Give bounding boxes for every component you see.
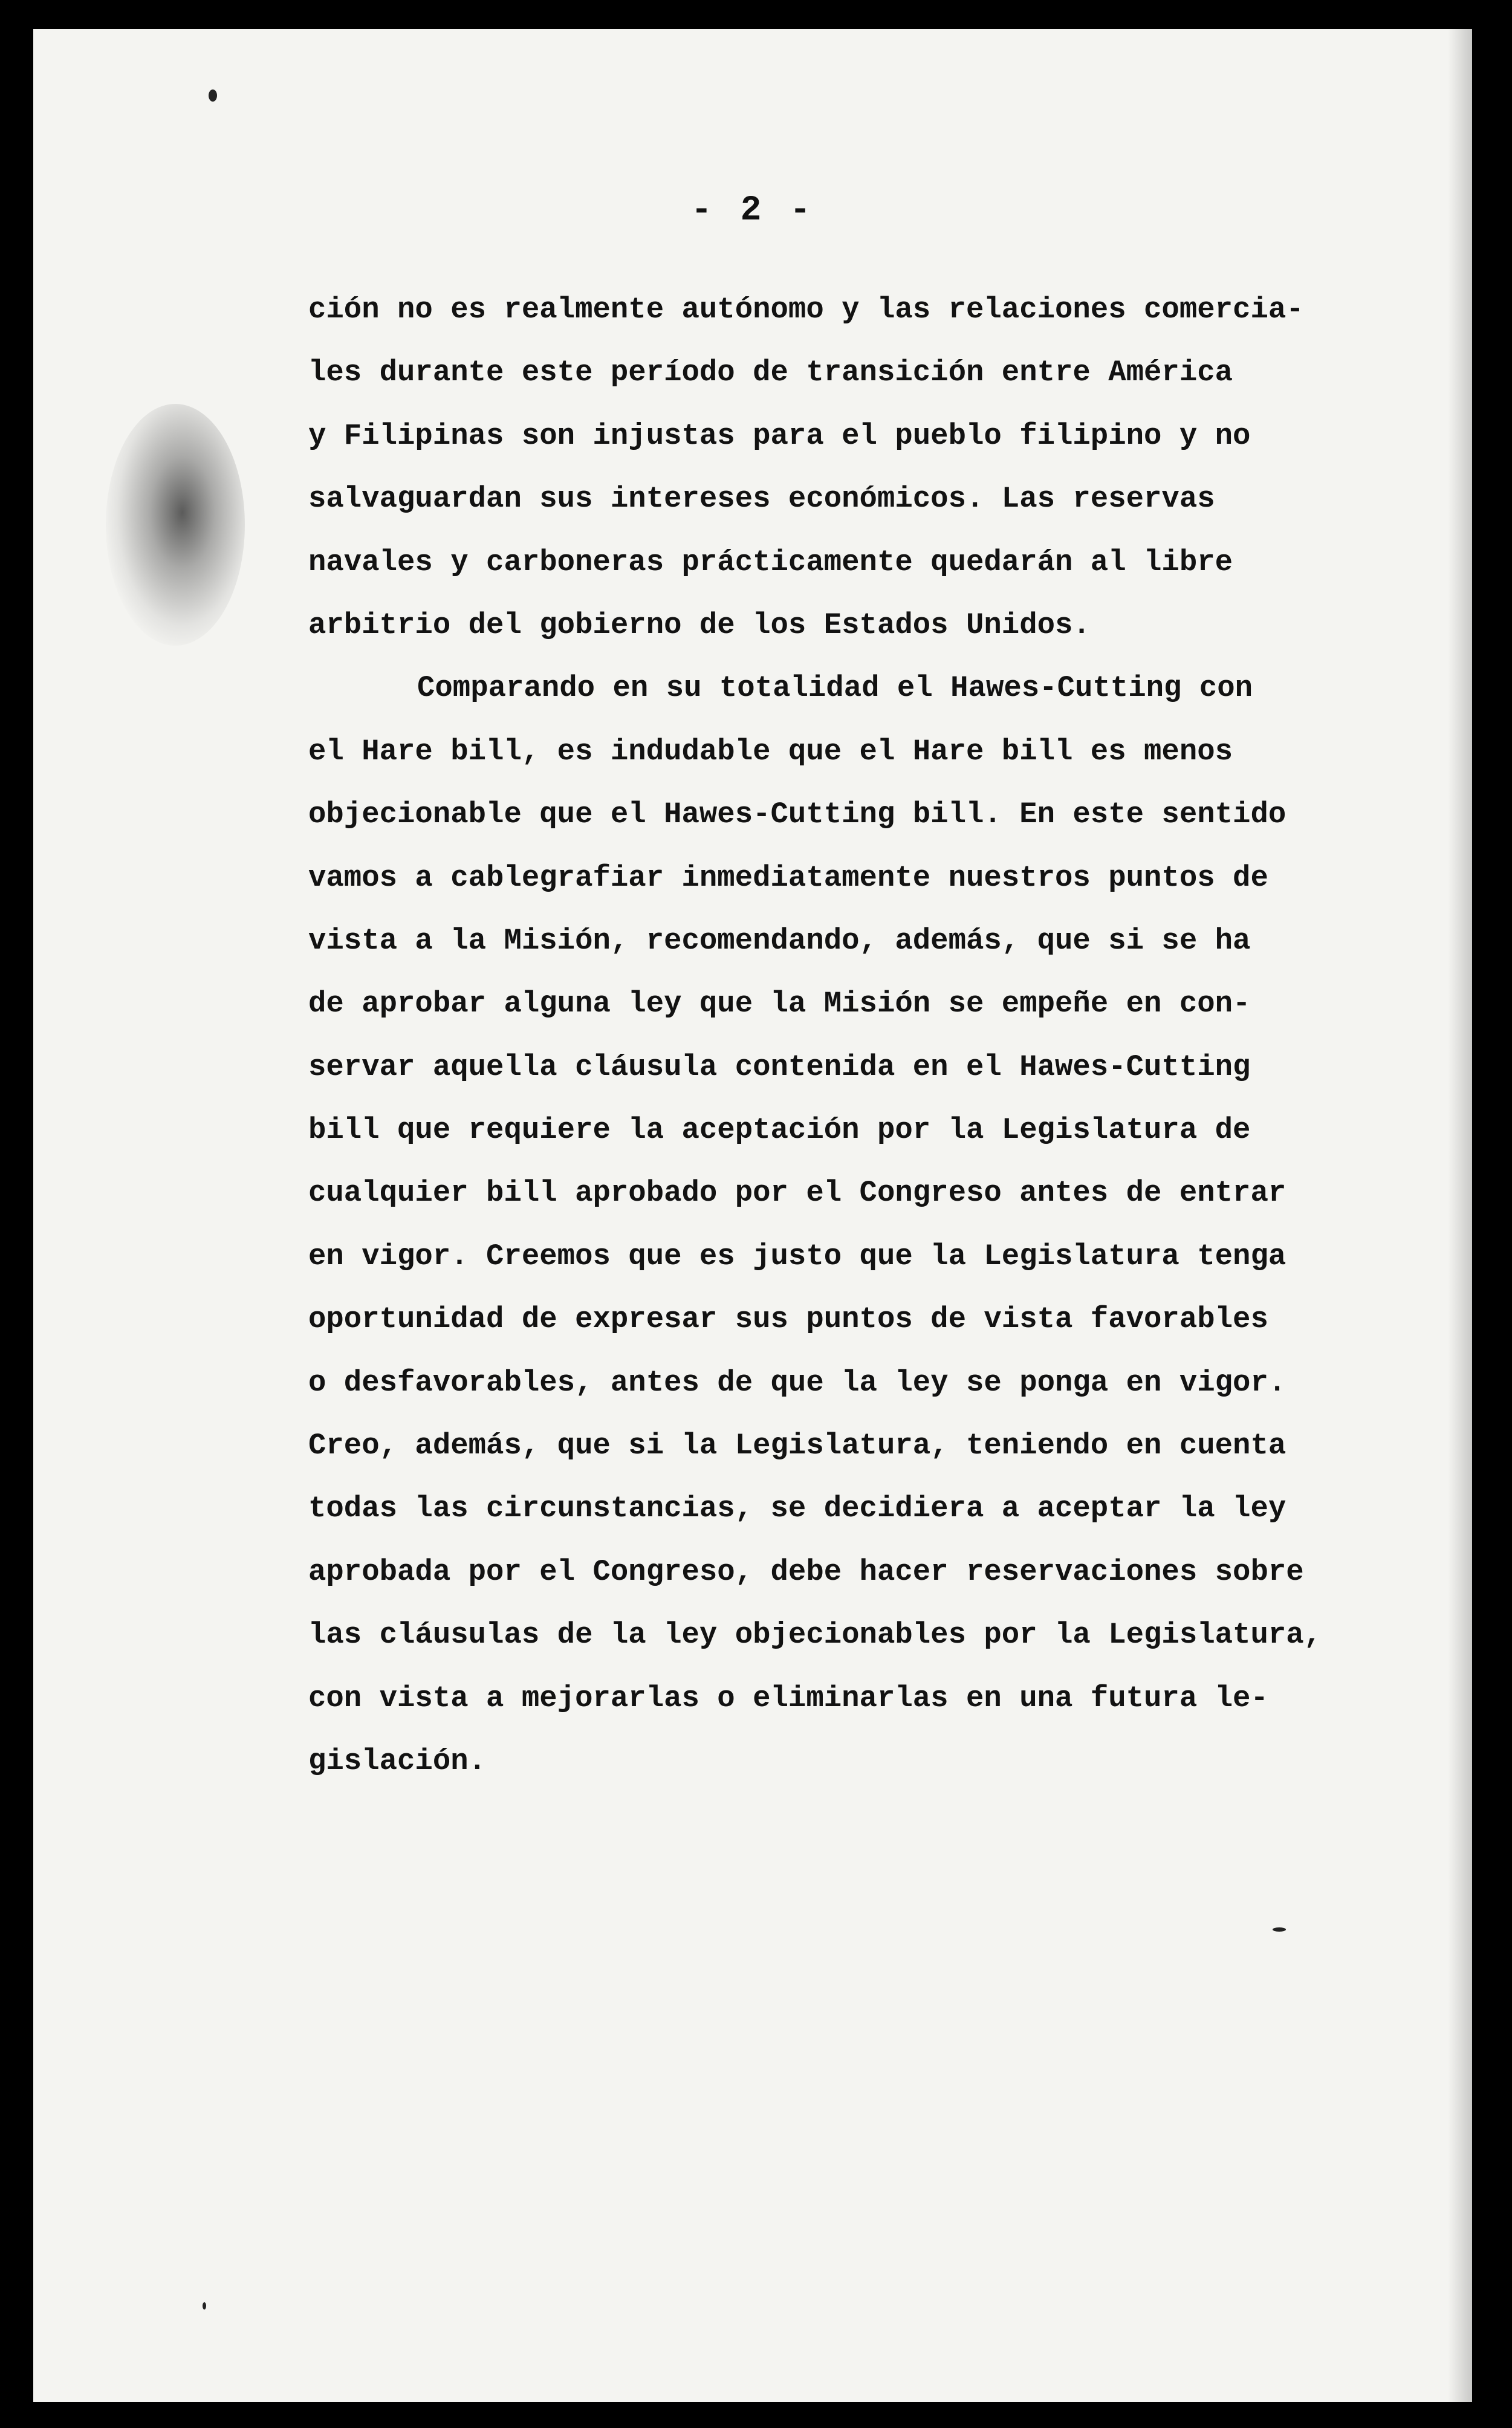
text-line: bill que requiere la aceptación por la Legislatura de bbox=[308, 1113, 1251, 1147]
text-line: cualquier bill aprobado por el Congreso antes de entrar bbox=[308, 1176, 1286, 1210]
text-line: en vigor. Creemos que es justo que la Legislatura tenga bbox=[308, 1239, 1286, 1273]
ink-speck bbox=[209, 89, 217, 102]
text-line: les durante este período de transición entre América bbox=[308, 355, 1233, 390]
page-number: - 2 - bbox=[690, 191, 815, 230]
text-line: arbitrio del gobierno de los Estados Unidos. bbox=[308, 608, 1091, 642]
body-text bbox=[308, 278, 1445, 1793]
text-line: todas las circunstancias, se decidiera a aceptar la ley bbox=[308, 1492, 1286, 1526]
text-line: con vista a mejorarlas o eliminarlas en una futura le- bbox=[308, 1681, 1268, 1715]
text-line: servar aquella cláusula contenida en el Hawes-Cutting bbox=[308, 1050, 1251, 1084]
text-line: o desfavorables, antes de que la ley se ponga en vigor. bbox=[308, 1365, 1286, 1400]
ink-speck bbox=[1273, 1927, 1286, 1932]
text-line: el Hare bill, es indudable que el Hare bill es menos bbox=[308, 734, 1233, 768]
text-line: vista a la Misión, recomendando, además, que si se ha bbox=[308, 923, 1251, 958]
text-line: Creo, además, que si la Legislatura, teniendo en cuenta bbox=[308, 1429, 1286, 1463]
text-line: y Filipinas son injustas para el pueblo filipino y no bbox=[308, 418, 1251, 453]
text-line: las cláusulas de la ley objecionables por la Legislatura, bbox=[308, 1618, 1322, 1652]
text-line: vamos a cablegrafiar inmediatamente nuestros puntos de bbox=[308, 860, 1268, 895]
ink-smudge bbox=[106, 404, 245, 646]
document-page bbox=[33, 29, 1472, 2402]
text-line: salvaguardan sus intereses económicos. Las reservas bbox=[308, 482, 1215, 516]
scan-edge-shadow bbox=[1448, 29, 1472, 2402]
text-line: navales y carboneras prácticamente quedarán al libre bbox=[308, 545, 1233, 579]
text-line: de aprobar alguna ley que la Misión se empeñe en con- bbox=[308, 987, 1251, 1021]
text-line: Comparando en su totalidad el Hawes-Cutting con bbox=[417, 671, 1253, 706]
text-line: oportunidad de expresar sus puntos de vista favorables bbox=[308, 1302, 1268, 1337]
text-line: objecionable que el Hawes-Cutting bill. En este sentido bbox=[308, 797, 1286, 832]
text-line: gislación. bbox=[308, 1744, 487, 1778]
text-line: aprobada por el Congreso, debe hacer reservaciones sobre bbox=[308, 1554, 1304, 1589]
text-line: ción no es realmente autónomo y las relaciones comercia- bbox=[308, 293, 1304, 326]
ink-speck bbox=[203, 2302, 206, 2310]
